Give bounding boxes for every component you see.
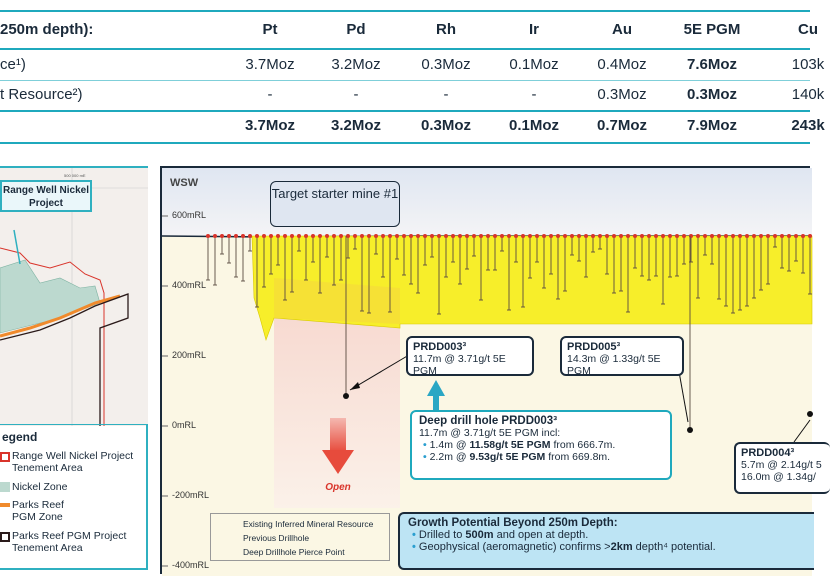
drillhole-collar	[283, 234, 287, 238]
drillhole-collar	[745, 234, 749, 238]
drillhole-collar	[738, 234, 742, 238]
drillhole-collar	[311, 234, 315, 238]
drillhole-collar	[395, 234, 399, 238]
prdd004-line2: 16.0m @ 1.34g/	[741, 471, 816, 483]
drillhole-collar	[675, 234, 679, 238]
rl-label: -200mRL	[172, 490, 210, 500]
drillhole-collar	[402, 234, 406, 238]
drillhole-collar	[493, 234, 497, 238]
drillhole-collar	[255, 234, 259, 238]
drillhole-collar	[556, 234, 560, 238]
header-rh: Rh	[436, 21, 456, 38]
drillhole-collar	[486, 234, 490, 238]
table-top-rule	[0, 10, 810, 12]
legend-swatch-tenement	[0, 452, 10, 462]
map-callout: Range Well Nickel Project	[0, 180, 92, 212]
open-arrow-shaft	[330, 418, 346, 452]
drillhole-collar	[640, 234, 644, 238]
drillhole-collar	[703, 234, 707, 238]
cell-pgm: 7.9Moz	[686, 117, 737, 134]
drillhole-collar	[584, 234, 588, 238]
drillhole-collar	[472, 234, 476, 238]
drillhole-collar	[241, 234, 245, 238]
drillhole-collar	[633, 234, 637, 238]
table-bottom-rule	[0, 142, 810, 144]
drillhole-collar	[731, 234, 735, 238]
drillhole-collar	[696, 234, 700, 238]
table-row	[0, 80, 825, 110]
rl-label: 400mRL	[172, 280, 207, 290]
legend-label-resource: Existing Inferred Mineral Resource	[243, 519, 374, 529]
drillhole-collar	[206, 234, 210, 238]
drillhole-collar	[269, 234, 273, 238]
prdd003-box	[406, 336, 534, 376]
cell-pd: 3.2Moz	[330, 117, 381, 134]
legend-item: Parks Reef PGM Project Tenement Area	[12, 530, 127, 554]
cell-rh: 0.3Moz	[421, 56, 471, 73]
prdd004-title: PRDD004³	[741, 447, 795, 459]
drillhole-collar	[339, 234, 343, 238]
drillhole-collar	[654, 234, 658, 238]
drillhole-collar	[318, 234, 322, 238]
open-zone	[274, 308, 400, 508]
pierce-point-prdd003	[343, 393, 349, 399]
header-au: Au	[612, 21, 632, 38]
header-pt: Pt	[262, 21, 278, 38]
row-label: ce¹)	[0, 56, 26, 73]
drillhole-collar	[444, 234, 448, 238]
direction-label: WSW	[170, 177, 199, 189]
drillhole-collar	[535, 234, 539, 238]
legend-item: Parks Reef PGM Zone	[12, 499, 64, 523]
drillhole-collar	[381, 234, 385, 238]
drillhole-collar	[668, 234, 672, 238]
cell-pt: 3.7Moz	[244, 117, 295, 134]
sky	[162, 168, 812, 236]
drillhole-collar	[549, 234, 553, 238]
drillhole-collar	[563, 234, 567, 238]
growth-bullet-1: • Drilled to 500m and open at depth.	[412, 529, 589, 541]
growth-title: Growth Potential Beyond 250m Depth:	[408, 517, 618, 529]
legend-swatch-pgm-tenement	[0, 532, 10, 542]
legend-label-drillhole: Previous Drillhole	[243, 533, 310, 543]
drillhole-collar	[612, 234, 616, 238]
drillhole-collar	[752, 234, 756, 238]
drillhole-collar	[346, 234, 350, 238]
drillhole-collar	[717, 234, 721, 238]
cell-pt: -	[267, 86, 273, 103]
cell-ir: 0.1Moz	[508, 117, 559, 134]
drillhole-collar	[619, 234, 623, 238]
growth-potential-box	[398, 512, 814, 570]
drillhole-collar	[500, 234, 504, 238]
deep-line: 11.7m @ 3.71g/t 5E PGM incl:	[419, 427, 561, 439]
rl-label: 200mRL	[172, 350, 207, 360]
drillhole-collar	[388, 234, 392, 238]
section-legend	[210, 513, 390, 561]
header-pgm: 5E PGM	[683, 21, 741, 38]
cell-cu: 140k	[791, 86, 825, 103]
drillhole-collar	[234, 234, 238, 238]
drillhole-collar	[773, 234, 777, 238]
target-starter-mine-label: Target starter mine #1	[270, 181, 400, 227]
table-header-row	[0, 15, 818, 45]
drillhole-collar	[794, 234, 798, 238]
drillhole-collar	[507, 234, 511, 238]
cell-pt: 3.7Moz	[245, 56, 295, 73]
drillhole-collar	[780, 234, 784, 238]
prdd003-text: 11.7m @ 3.71g/t 5E PGM	[413, 353, 506, 377]
prdd005-title: PRDD005³	[567, 341, 621, 353]
legend-item: Range Well Nickel Project Tenement Area	[12, 450, 134, 474]
table-total-row	[0, 111, 825, 141]
drillhole-collar	[451, 234, 455, 238]
drillhole-collar	[661, 234, 665, 238]
cell-ir: -	[531, 86, 537, 103]
legend-swatch-pgm	[0, 503, 10, 507]
cell-rh: 0.3Moz	[420, 117, 471, 134]
cross-section-panel	[160, 166, 822, 574]
drillhole-collar	[598, 234, 602, 238]
drillhole-collar	[542, 234, 546, 238]
drillhole-collar	[710, 234, 714, 238]
drillhole-collar	[521, 234, 525, 238]
drillhole-collar	[514, 234, 518, 238]
cell-cu: 103k	[791, 56, 825, 73]
drillhole-collar	[437, 234, 441, 238]
drillhole-collar	[353, 234, 357, 238]
prdd004-box	[734, 442, 830, 494]
growth-bullet-2: • Geophysical (aeromagnetic) confirms >2km depth⁴ potential.	[412, 541, 716, 553]
drillhole-collar	[605, 234, 609, 238]
drillhole-collar	[416, 234, 420, 238]
pierce-point-prdd005	[687, 427, 693, 433]
drillhole-collar	[766, 234, 770, 238]
prdd004-line1: 5.7m @ 2.14g/t 5	[741, 459, 822, 471]
drillhole-collar	[332, 234, 336, 238]
drillhole-collar	[325, 234, 329, 238]
drillhole-collar	[213, 234, 217, 238]
map-legend-title: egend	[2, 430, 38, 444]
drillhole-collar	[360, 234, 364, 238]
map-grid-label: 500 000 mE	[64, 173, 86, 178]
cell-pd: 3.2Moz	[331, 56, 381, 73]
drillhole-collar	[787, 234, 791, 238]
drillhole-collar	[724, 234, 728, 238]
deep-bullet-2: • 2.2m @ 9.53g/t 5E PGM from 669.8m.	[423, 451, 611, 463]
legend-item: Nickel Zone	[12, 481, 68, 493]
drillhole-collar	[248, 234, 252, 238]
legend-label-pierce: Deep Drillhole Pierce Point	[243, 547, 345, 557]
drillhole-collar	[808, 234, 812, 238]
rl-label: 0mRL	[172, 420, 197, 430]
cell-au: 0.7Moz	[596, 117, 647, 134]
header-label: 250m depth):	[0, 21, 94, 38]
drillhole-collar	[297, 234, 301, 238]
open-label: Open	[325, 482, 351, 493]
drillhole-collar	[465, 234, 469, 238]
drillhole-collar	[759, 234, 763, 238]
prdd005-text: 14.3m @ 1.33g/t 5E PGM	[567, 353, 661, 377]
drillhole-collar	[570, 234, 574, 238]
pierce-point-prdd004	[807, 411, 813, 417]
drillhole-collar	[262, 234, 266, 238]
cell-pd: -	[353, 86, 359, 103]
drillhole-collar	[423, 234, 427, 238]
rl-label: -400mRL	[172, 560, 210, 570]
drillhole-collar	[227, 234, 231, 238]
drillhole-collar	[367, 234, 371, 238]
deep-bullet-1: • 1.4m @ 11.58g/t 5E PGM from 666.7m.	[423, 439, 616, 451]
header-ir: Ir	[528, 21, 539, 38]
drillhole-collar	[304, 234, 308, 238]
drillhole-collar	[458, 234, 462, 238]
drillhole-collar	[591, 234, 595, 238]
drillhole-collar	[647, 234, 651, 238]
drillhole-collar	[374, 234, 378, 238]
drillhole-collar	[290, 234, 294, 238]
cell-au: 0.3Moz	[597, 86, 647, 103]
cell-rh: -	[443, 86, 449, 103]
header-cu: Cu	[798, 21, 818, 38]
drillhole-collar	[682, 234, 686, 238]
prdd003-title: PRDD003³	[413, 341, 467, 353]
cell-pgm: 0.3Moz	[686, 86, 737, 103]
cell-au: 0.4Moz	[597, 56, 647, 73]
table-row	[0, 50, 825, 80]
cell-cu: 243k	[791, 117, 825, 134]
cell-ir: 0.1Moz	[509, 56, 559, 73]
drillhole-collar	[430, 234, 434, 238]
drillhole-collar	[220, 234, 224, 238]
prdd005-box	[560, 336, 684, 376]
deep-title: Deep drill hole PRDD003³	[419, 415, 558, 427]
row-label: t Resource²)	[0, 86, 83, 103]
drillhole-collar	[577, 234, 581, 238]
drillhole-collar	[528, 234, 532, 238]
cell-pgm: 7.6Moz	[686, 56, 737, 73]
header-pd: Pd	[346, 21, 366, 38]
drillhole-collar	[409, 234, 413, 238]
drillhole-collar	[276, 234, 280, 238]
legend-swatch-nickel	[0, 482, 10, 492]
drillhole-collar	[626, 234, 630, 238]
deep-drillhole-box	[410, 410, 672, 480]
drillhole-collar	[479, 234, 483, 238]
rl-label: 600mRL	[172, 210, 207, 220]
drillhole-collar	[801, 234, 805, 238]
